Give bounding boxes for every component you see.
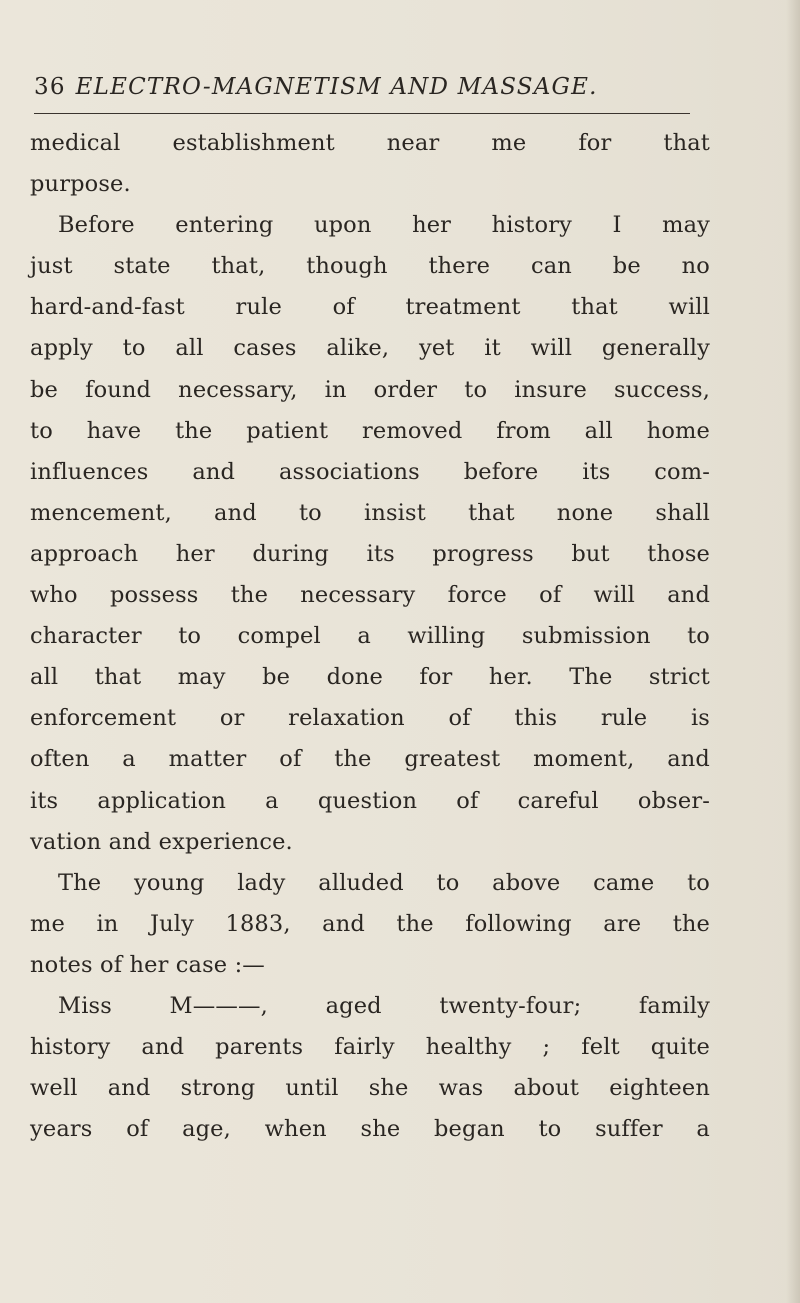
text-line: notes of her case :— [30, 951, 265, 978]
text-line: all that may be done for her. The strict [30, 664, 710, 691]
text-line: mencement, and to insist that none shall [30, 499, 710, 526]
running-title: ELECTRO-MAGNETISM AND MASSAGE. [75, 74, 598, 100]
text-line: Miss M———, aged twenty-four; family [58, 992, 710, 1019]
text-line: years of age, when she began to suffer a [30, 1116, 710, 1143]
text-line: be found necessary, in order to insure success, [30, 376, 710, 403]
text-line: who possess the necessary force of will and [30, 582, 710, 609]
text-line: purpose. [30, 171, 131, 198]
page-edge-shadow [786, 0, 800, 1303]
text-line: approach her during its progress but those [30, 540, 710, 567]
text-line: character to compel a willing submission to [30, 623, 710, 650]
text-line: medical establishment near me for that [30, 130, 710, 156]
text-line: me in July 1883, and the following are the [30, 910, 710, 937]
text-line: often a matter of the greatest moment, and [30, 746, 710, 773]
text-line: its application a question of careful obser- [30, 787, 710, 814]
page-number: 36 [34, 74, 66, 100]
text-line: hard-and-fast rule of treatment that will [30, 294, 710, 321]
running-head [34, 74, 734, 100]
text-line: to have the patient removed from all home [30, 417, 710, 444]
header-rule [34, 113, 690, 114]
body-text [30, 123, 710, 1150]
text-line: enforcement or relaxation of this rule is [30, 705, 710, 732]
text-line: well and strong until she was about eighteen [30, 1075, 710, 1102]
text-line: history and parents fairly healthy ; felt quite [30, 1034, 710, 1061]
text-line: Before entering upon her history I may [58, 212, 710, 239]
text-line: vation and experience. [30, 828, 293, 855]
text-line: just state that, though there can be no [30, 253, 710, 280]
text-line: apply to all cases alike, yet it will generally [30, 335, 710, 362]
text-line: The young lady alluded to above came to [58, 869, 710, 896]
text-line: influences and associations before its com- [30, 458, 710, 485]
